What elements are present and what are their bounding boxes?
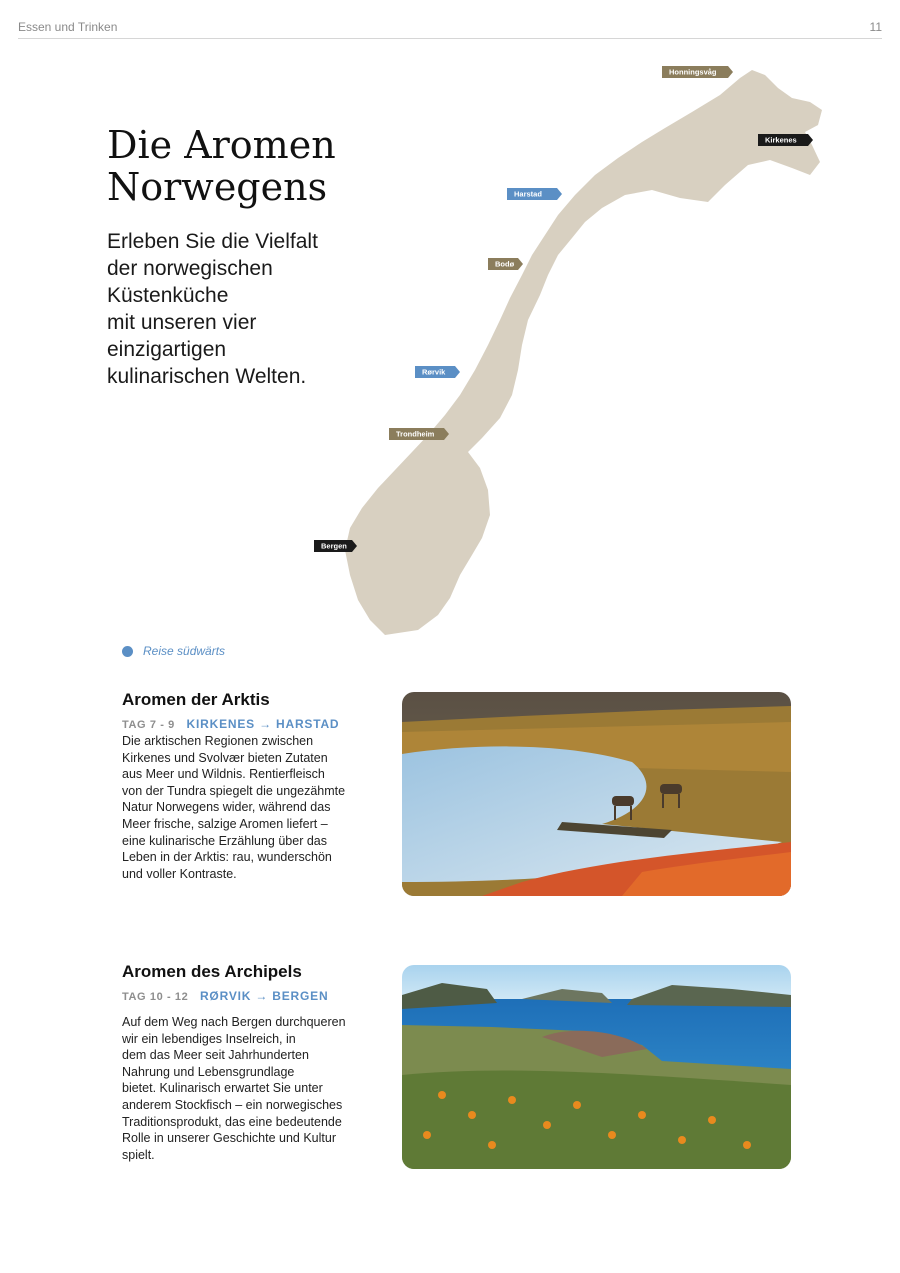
section-route: KIRKENES → HARSTAD: [186, 717, 340, 731]
body-line: von der Tundra spiegelt die ungezähmte: [122, 783, 346, 798]
body-line: und voller Kontraste.: [122, 866, 237, 881]
section-name: Essen und Trinken: [18, 20, 118, 34]
section-route: RØRVIK → BERGEN: [199, 989, 329, 1003]
legend-text: Reise südwärts: [143, 644, 226, 658]
body-line: Leben in der Arktis: rau, wunderschön: [122, 850, 332, 865]
body-line: bietet. Kulinarisch erwartet Sie unter: [122, 1081, 323, 1096]
map-label-text: Harstad: [514, 189, 542, 199]
body-line: spielt.: [122, 1147, 155, 1162]
intro-line: Küstenküche: [107, 284, 229, 307]
body-line: Rolle in unserer Geschichte und Kultur: [122, 1131, 337, 1146]
map-label-kirkenes: [758, 134, 813, 146]
map-label-text: Kirkenes: [765, 135, 797, 145]
map-label-text: Bergen: [321, 541, 347, 551]
body-line: Traditionsprodukt, das eine bedeutende: [122, 1114, 342, 1129]
intro-line: kulinarischen Welten.: [107, 365, 307, 388]
map-label-text: Bodø: [495, 259, 515, 269]
intro-line: mit unseren vier: [107, 311, 257, 334]
legend-dot-icon: [122, 646, 133, 657]
title-line: Die Aromen: [107, 123, 336, 167]
map-label-bergen: [314, 540, 357, 552]
map-label-trondheim: [389, 428, 449, 440]
intro-line: einzigartigen: [107, 338, 227, 361]
section-body: [122, 733, 372, 882]
body-line: dem das Meer seit Jahrhunderten: [122, 1048, 309, 1063]
title-line: Norwegens: [107, 165, 328, 209]
map-label-text: Trondheim: [396, 429, 435, 439]
page-header: [18, 18, 882, 39]
map-label-text: Rørvik: [422, 367, 446, 377]
section-days: TAG 10 - 12: [122, 991, 189, 1003]
body-line: Kirkenes und Svolvær bieten Zutaten: [122, 750, 328, 765]
map-label-honningsvåg: [662, 66, 733, 78]
page-number: 11: [869, 20, 882, 34]
body-line: Nahrung und Lebensgrundlage: [122, 1064, 295, 1079]
map-label-rørvik: [415, 366, 460, 378]
map-label-harstad: [507, 188, 562, 200]
body-line: wir ein lebendiges Inselreich, in: [122, 1031, 296, 1046]
section-body: [122, 1014, 372, 1163]
body-line: Meer frische, salzige Aromen liefert –: [122, 816, 328, 831]
norway-map-svg: [300, 50, 840, 650]
map-label-text: Honningsvåg: [669, 67, 717, 77]
section-kicker: [122, 717, 339, 731]
intro-line: Erleben Sie die Vielfalt: [107, 230, 318, 253]
section-title: Aromen der Arktis: [122, 690, 270, 709]
intro-line: der norwegischen: [107, 257, 273, 280]
body-line: Natur Norwegens wider, während das: [122, 800, 331, 815]
archipelago-landscape-photo: [402, 965, 791, 1169]
section-title: Aromen des Archipels: [122, 962, 302, 981]
route-legend: [122, 643, 225, 659]
norway-map: [300, 50, 840, 650]
body-line: Auf dem Weg nach Bergen durchqueren: [122, 1015, 346, 1029]
arctic-landscape-photo: [402, 692, 791, 896]
body-line: anderem Stockfisch – ein norwegisches: [122, 1097, 343, 1112]
map-label-bodø: [488, 258, 523, 270]
body-line: aus Meer und Wildnis. Rentierfleisch: [122, 767, 325, 782]
archipelago-photo-illustration: [402, 965, 791, 1169]
norway-land-shape: [345, 67, 822, 635]
section-days: TAG 7 - 9: [122, 719, 175, 731]
body-line: Die arktischen Regionen zwischen: [122, 734, 314, 748]
section-kicker: [122, 989, 328, 1003]
body-line: eine kulinarische Erzählung über das: [122, 833, 327, 848]
arctic-photo-illustration: [402, 692, 791, 896]
